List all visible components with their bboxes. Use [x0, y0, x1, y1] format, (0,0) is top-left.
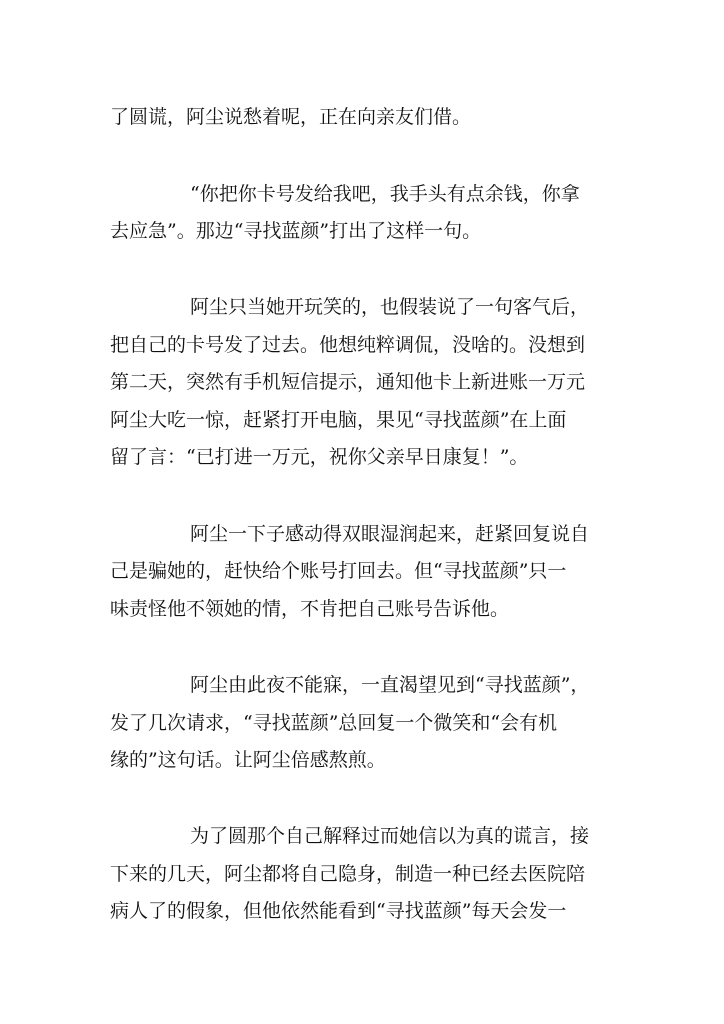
paragraph-line: 把自己的卡号发了过去。他想纯粹调侃，没啥的。没想到: [110, 334, 586, 356]
paragraph-line: 留了言：“已打进一万元，祝你父亲早日康复！”。: [110, 446, 529, 468]
paragraph-line: 下来的几天，阿尘都将自己隐身，制造一种已经去医院陪: [110, 863, 586, 885]
paragraph-line: 阿尘只当她开玩笑的，也假装说了一句客气后，: [190, 296, 590, 318]
paragraph-line: 了圆谎，阿尘说愁着呢，正在向亲友们借。: [110, 106, 472, 128]
paragraph-line: 缘的”这句话。让阿尘倍感熬煎。: [110, 749, 386, 771]
paragraph-line: 为了圆那个自己解释过而她信以为真的谎言，接: [190, 825, 590, 847]
paragraph-line: “你把你卡号发给我吧，我手头有点余钱，你拿: [190, 183, 580, 205]
paragraph-line: 去应急”。那边“寻找蓝颜”打出了这样一句。: [110, 220, 482, 242]
paragraph-line: 味责怪他不领她的情，不肯把自己账号告诉他。: [110, 598, 510, 620]
paragraph-line: 第二天，突然有手机短信提示，通知他卡上新进账一万元: [110, 371, 586, 393]
paragraph-line: 阿尘一下子感动得双眼湿润起来，赶紧回复说自: [190, 523, 590, 545]
paragraph-line: 发了几次请求，“寻找蓝颜”总回复一个微笑和“会有机: [110, 712, 558, 734]
paragraph-line: 阿尘由此夜不能寐，一直渴望见到“寻找蓝颜”，: [190, 674, 590, 696]
paragraph-line: 阿尘大吃一惊，赶紧打开电脑，果见“寻找蓝颜”在上面: [110, 409, 567, 431]
paragraph-line: 病人了的假象，但他依然能看到“寻找蓝颜”每天会发一: [110, 900, 567, 922]
paragraph-line: 己是骗她的，赶快给个账号打回去。但“寻找蓝颜”只一: [110, 560, 567, 582]
